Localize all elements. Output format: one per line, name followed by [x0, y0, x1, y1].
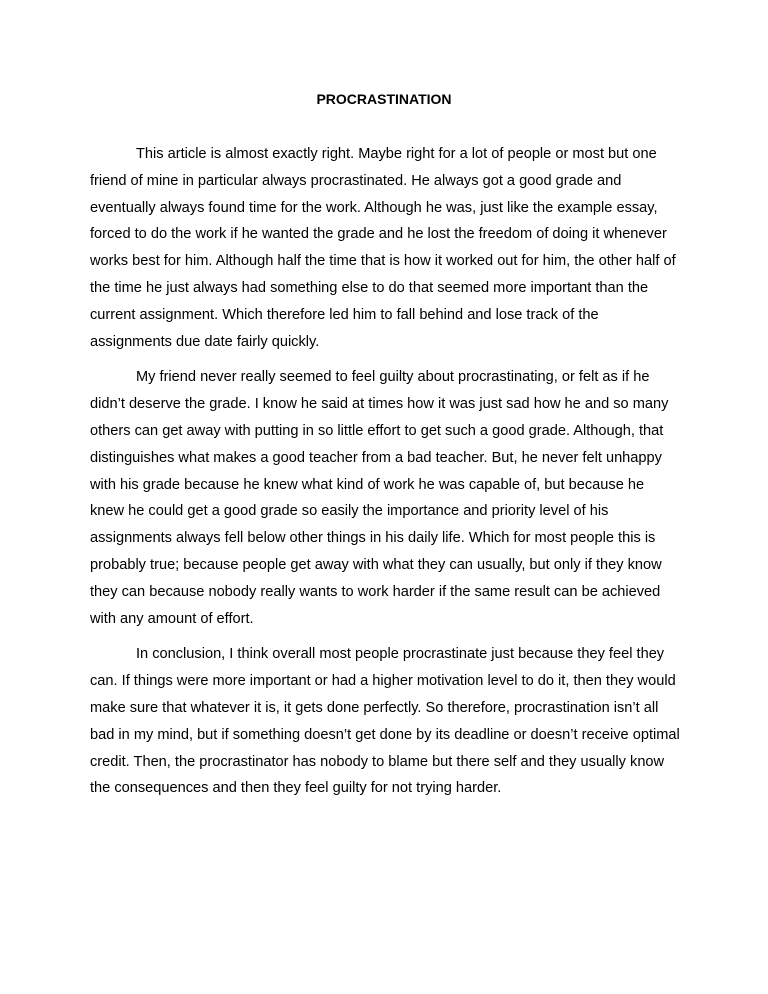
document-body: [90, 141, 682, 811]
document-title: PROCRASTINATION: [316, 91, 452, 107]
paragraph-3: In conclusion, I think overall most people procrastinate just because they feel they can. If things were more important or had a higher motivation level to do it, then they would make sure that whatever it is, it gets done perfectly. So therefore, procrastination isn’t all bad in my mind, but if something doesn’t get done by its deadline or doesn’t receive optimal credit. Then, the procrastinator has nobody to blame but there self and they usually know the consequences and then they feel guilty for not trying harder.: [90, 646, 680, 797]
paragraph-1: This article is almost exactly right. Maybe right for a lot of people or most but one friend of mine in particular always procrastinated. He always got a good grade and eventually always found time for the work. Although he was, just like the example essay, forced to do the work if he wanted the grade and he lost the freedom of doing it whenever works best for him. Although half the time that is how it worked out for him, the other half of the time he just always had something else to do that seemed more important than the current assignment. Which therefore led him to fall behind and lose track of the assignments due date fairly quickly.: [90, 146, 676, 350]
paragraph-2: My friend never really seemed to feel guilty about procrastinating, or felt as if he didn’t deserve the grade. I know he said at times how it was just sad how he and so many others can get away with putting in so little effort to get such a good grade. Although, that distinguishes what makes a good teacher from a bad teacher. But, he never felt unhappy with his grade because he knew what kind of work he was capable of, but because he knew he could get a good grade so easily the importance and priority level of his assignments always fell below other things in his daily life. Which for most people this is probably true; because people get away with what they can usually, but only if they know they can because nobody really wants to work harder if the same result can be achieved with any amount of effort.: [90, 369, 669, 627]
